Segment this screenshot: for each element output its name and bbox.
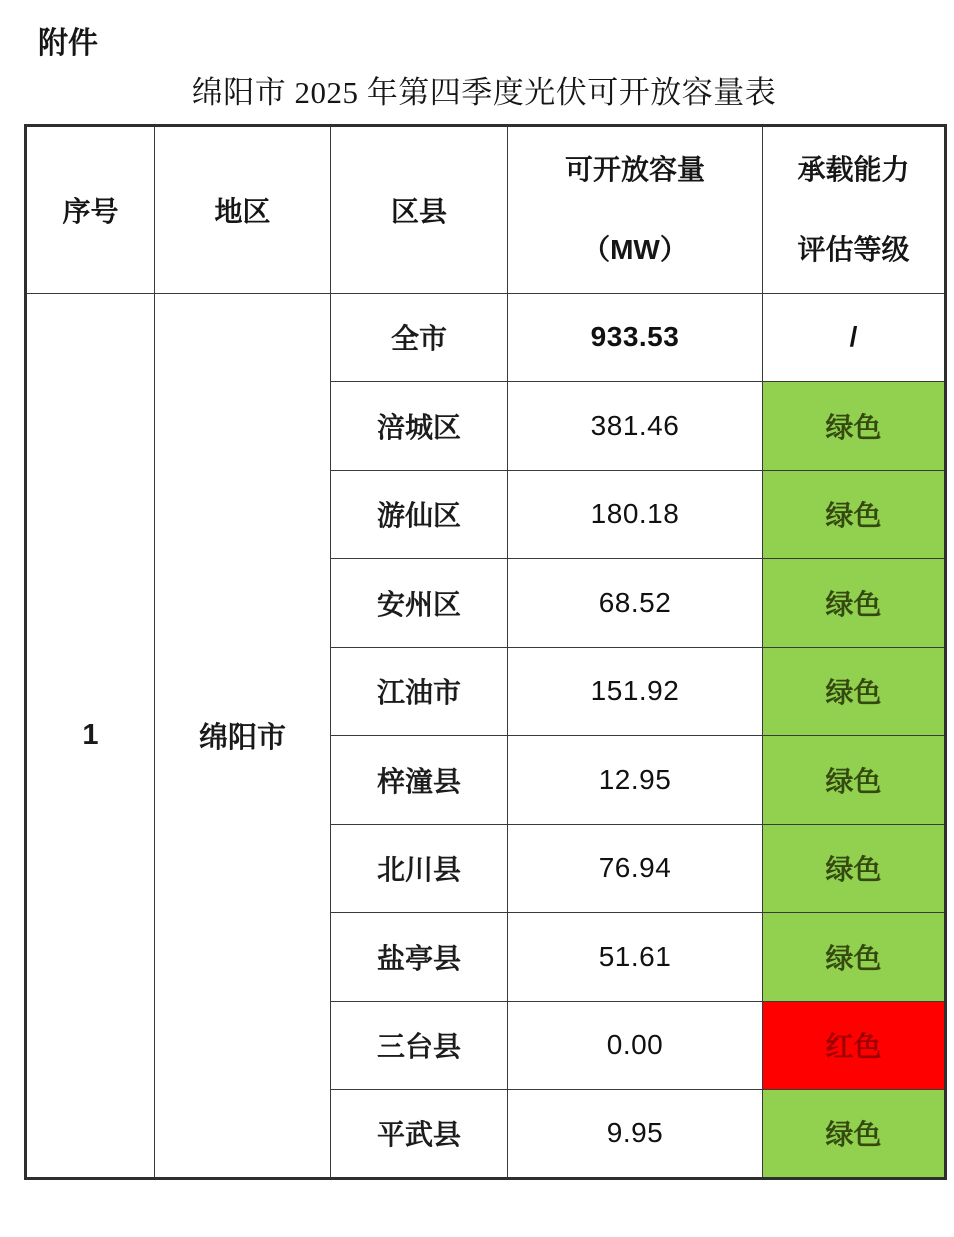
capacity-cell: 151.92 xyxy=(508,647,763,736)
capacity-table xyxy=(24,124,947,1180)
capacity-cell: 933.53 xyxy=(508,293,763,382)
grade-cell: 绿色 xyxy=(763,736,946,825)
col-header-grade xyxy=(763,125,946,293)
grade-cell: 绿色 xyxy=(763,913,946,1002)
county-cell: 全市 xyxy=(331,293,508,382)
grade-cell: 绿色 xyxy=(763,470,946,559)
col-header-capacity-line1: 可开放容量 xyxy=(564,153,705,185)
col-header-index: 序号 xyxy=(26,125,155,293)
col-header-capacity-line2: （MW） xyxy=(582,233,688,265)
table-header xyxy=(26,125,946,293)
grade-cell: 绿色 xyxy=(763,647,946,736)
capacity-cell: 51.61 xyxy=(508,913,763,1002)
col-header-grade-line1: 承载能力 xyxy=(797,153,910,185)
capacity-cell: 9.95 xyxy=(508,1090,763,1179)
grade-cell: 红色 xyxy=(763,1001,946,1090)
county-cell: 盐亭县 xyxy=(331,913,508,1002)
capacity-cell: 0.00 xyxy=(508,1001,763,1090)
region-cell: 绵阳市 xyxy=(155,293,331,1178)
county-cell: 梓潼县 xyxy=(331,736,508,825)
county-cell: 游仙区 xyxy=(331,470,508,559)
county-cell: 涪城区 xyxy=(331,382,508,471)
header-row xyxy=(26,125,946,293)
county-cell: 安州区 xyxy=(331,559,508,648)
document-page xyxy=(0,26,954,1237)
grade-cell: 绿色 xyxy=(763,382,946,471)
capacity-cell: 180.18 xyxy=(508,470,763,559)
col-header-county: 区县 xyxy=(331,125,508,293)
col-header-capacity xyxy=(508,125,763,293)
col-header-region: 地区 xyxy=(155,125,331,293)
attachment-label: 附件 xyxy=(38,27,98,60)
index-cell: 1 xyxy=(26,293,155,1178)
county-cell: 北川县 xyxy=(331,824,508,913)
county-cell: 平武县 xyxy=(331,1090,508,1179)
table-row xyxy=(26,293,946,382)
capacity-cell: 68.52 xyxy=(508,559,763,648)
capacity-cell: 12.95 xyxy=(508,736,763,825)
capacity-cell: 381.46 xyxy=(508,382,763,471)
capacity-cell: 76.94 xyxy=(508,824,763,913)
grade-cell: 绿色 xyxy=(763,824,946,913)
county-cell: 三台县 xyxy=(331,1001,508,1090)
col-header-grade-line2: 评估等级 xyxy=(797,233,910,265)
table-body xyxy=(26,293,946,1178)
county-cell: 江油市 xyxy=(331,647,508,736)
grade-cell: / xyxy=(763,293,946,382)
grade-cell: 绿色 xyxy=(763,1090,946,1179)
page-title: 绵阳市 2025 年第四季度光伏可开放容量表 xyxy=(191,75,777,110)
grade-cell: 绿色 xyxy=(763,559,946,648)
